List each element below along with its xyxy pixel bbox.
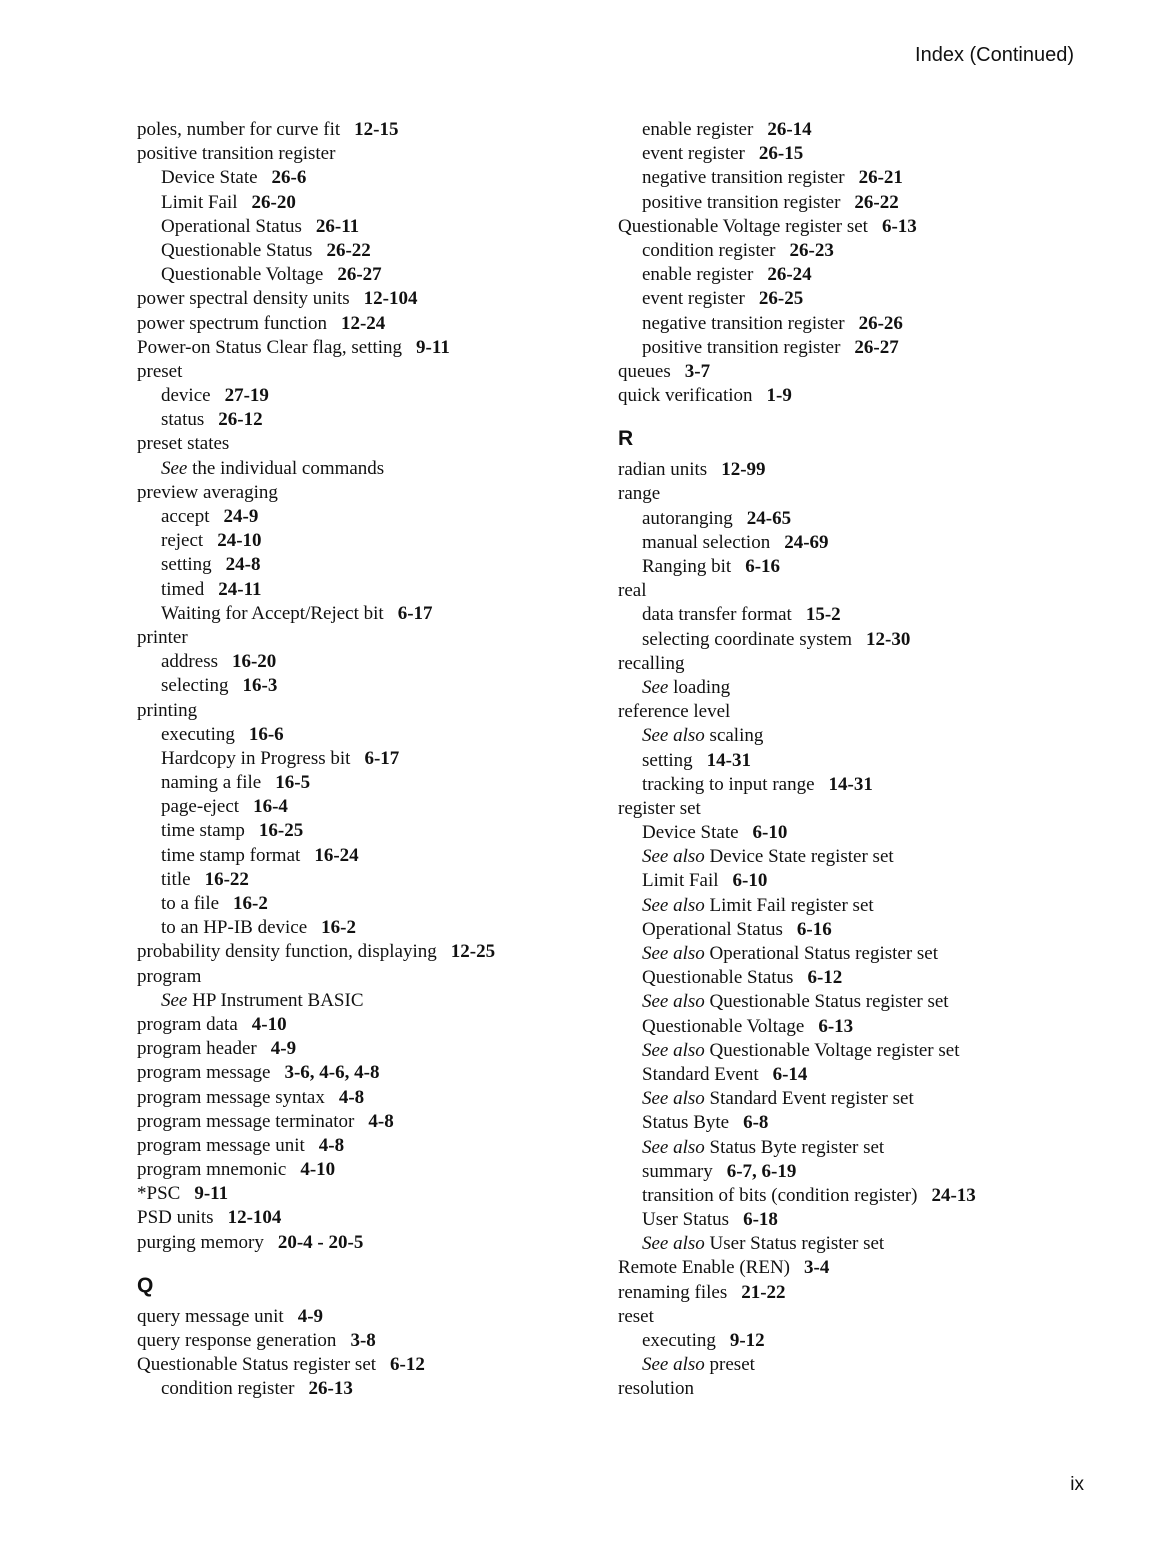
index-term: Status Byte: [642, 1112, 730, 1134]
page-reference: 16-20: [231, 651, 277, 673]
index-subentry: [618, 118, 1088, 142]
index-entry: [618, 1281, 1088, 1305]
running-head: Index (Continued): [915, 44, 1074, 66]
page-reference: 4-9: [297, 1305, 324, 1327]
index-subentry: [618, 166, 1088, 190]
index-subentry: [137, 795, 577, 819]
index-subentry: [618, 531, 1088, 555]
index-subentry: [618, 1087, 1088, 1111]
page-reference: 21-22: [741, 1281, 786, 1303]
index-term: poles, number for curve fit: [137, 119, 341, 140]
index-entry: [137, 1182, 577, 1206]
index-subentry: [137, 384, 577, 408]
index-term: transition of bits (condition register): [642, 1184, 918, 1206]
page-reference: 26-26: [858, 312, 903, 334]
see-reference-label: See also: [642, 943, 705, 964]
index-entry: [618, 1305, 1088, 1329]
index-term: loading: [673, 676, 731, 698]
page-reference: 3-8: [350, 1330, 376, 1351]
index-term: status: [161, 409, 205, 431]
index-entry: [137, 1206, 577, 1230]
index-entry: [137, 940, 577, 964]
page-reference: 3-4: [804, 1257, 830, 1279]
index-term: Operational Status register set: [709, 943, 939, 964]
see-reference-label: See also: [642, 1088, 705, 1110]
index-entry: [137, 1329, 577, 1353]
page-reference: 4-10: [300, 1159, 336, 1181]
index-subentry: [137, 505, 577, 529]
index-subentry: [137, 916, 577, 940]
page-reference: 6-12: [390, 1354, 425, 1376]
index-term: Standard Event register set: [709, 1088, 914, 1110]
index-term: program header: [137, 1038, 257, 1060]
index-term: Device State: [642, 822, 739, 844]
section-letter: Q: [137, 1273, 154, 1297]
index-term: program message: [137, 1062, 271, 1084]
index-term: recalling: [618, 652, 685, 674]
index-term: tracking to input range: [642, 773, 815, 795]
index-subentry: [137, 553, 577, 577]
index-term: executing: [642, 1330, 716, 1351]
index-term: quick verification: [618, 385, 753, 407]
index-term: Status Byte register set: [709, 1136, 885, 1158]
index-subentry: [618, 773, 1088, 797]
index-term: Questionable Status: [161, 239, 313, 261]
index-term: scaling: [709, 725, 764, 747]
page-reference: 6-10: [752, 822, 788, 844]
index-subentry: [618, 1160, 1088, 1184]
page-reference: 6-17: [397, 602, 433, 624]
see-reference-label: See: [642, 676, 669, 698]
index-term: reject: [161, 530, 204, 552]
page-reference: 16-6: [248, 723, 284, 745]
index-subentry: [137, 844, 577, 868]
index-subentry: [618, 1232, 1088, 1256]
page-reference: 26-11: [315, 215, 360, 237]
index-term: time stamp format: [161, 844, 301, 866]
page-reference: 24-11: [218, 578, 262, 600]
index-entry: [618, 482, 1088, 506]
index-term: HP Instrument BASIC: [192, 989, 364, 1011]
index-term: reference level: [618, 701, 731, 723]
section-letter: R: [618, 427, 634, 451]
page-reference: 20-4 - 20-5: [277, 1231, 364, 1253]
page-reference: 6-13: [881, 215, 917, 237]
index-subentry: [618, 1136, 1088, 1160]
index-term: Power-on Status Clear flag, setting: [137, 336, 403, 358]
index-subentry: [137, 650, 577, 674]
index-subentry: [618, 555, 1088, 579]
index-term: Questionable Voltage register set: [709, 1039, 960, 1061]
index-subentry: [137, 1377, 577, 1401]
index-term: queues: [618, 360, 671, 382]
index-term: event register: [642, 288, 745, 310]
index-subentry: [137, 457, 577, 481]
index-term: Standard Event: [642, 1063, 759, 1085]
index-term: purging memory: [137, 1231, 264, 1253]
page-reference: 14-31: [828, 773, 873, 795]
index-term: PSD units: [137, 1207, 214, 1229]
page-reference: 16-24: [314, 844, 359, 866]
index-subentry: [618, 966, 1088, 990]
page-reference: 24-10: [217, 530, 262, 552]
index-term: program mnemonic: [137, 1159, 287, 1181]
index-entry: [618, 215, 1088, 239]
page-reference: 4-8: [318, 1134, 345, 1156]
index-subentry: [137, 989, 577, 1013]
index-entry: [137, 965, 577, 989]
index-entry: [137, 432, 577, 456]
index-term: register set: [618, 797, 701, 819]
index-term: power spectrum function: [137, 312, 327, 334]
page-reference: 27-19: [224, 385, 269, 407]
index-term: renaming files: [618, 1281, 728, 1303]
index-column-left: [137, 118, 577, 1402]
index-subentry: [618, 1184, 1088, 1208]
index-term: summary: [642, 1160, 713, 1182]
index-subentry: [137, 868, 577, 892]
see-reference-label: See also: [642, 991, 705, 1013]
index-subentry: [618, 312, 1088, 336]
index-term: program message unit: [137, 1134, 305, 1156]
page-reference: 12-104: [227, 1207, 282, 1229]
page-reference: 26-13: [308, 1378, 353, 1400]
index-entry: [618, 360, 1088, 384]
page-reference: 26-21: [858, 167, 903, 189]
page-reference: 12-99: [721, 459, 766, 481]
index-subentry: [618, 1329, 1088, 1353]
index-entry: [618, 700, 1088, 724]
page-reference: 16-2: [321, 917, 356, 939]
page-reference: 4-8: [338, 1086, 365, 1108]
index-subentry: [618, 603, 1088, 627]
index-subentry: [618, 1353, 1088, 1377]
index-subentry: [618, 676, 1088, 700]
index-column-right: [618, 118, 1088, 1402]
index-term: preset: [137, 360, 183, 382]
page-reference: 26-20: [251, 191, 296, 213]
index-subentry: [137, 578, 577, 602]
page-reference: 9-11: [194, 1183, 229, 1205]
index-subentry: [618, 918, 1088, 942]
index-subentry: [618, 1039, 1088, 1063]
index-term: Questionable Status: [642, 967, 794, 989]
page-reference: 26-22: [326, 239, 371, 261]
page-reference: 6-16: [796, 918, 832, 940]
index-term: selecting: [161, 675, 229, 697]
see-reference-label: See also: [642, 1136, 705, 1158]
index-term: User Status register set: [709, 1233, 885, 1255]
index-term: Waiting for Accept/Reject bit: [161, 602, 384, 624]
page-reference: 26-23: [789, 239, 834, 261]
index-entry: [618, 1377, 1088, 1401]
index-term: Device State register set: [709, 846, 894, 868]
index-entry: [137, 1134, 577, 1158]
index-entry: [137, 699, 577, 723]
index-subentry: [618, 749, 1088, 773]
index-term: Hardcopy in Progress bit: [161, 747, 351, 769]
see-reference-label: See also: [642, 1354, 705, 1376]
page-reference: 26-15: [758, 143, 804, 165]
page-reference: 6-16: [745, 556, 781, 577]
index-term: event register: [642, 143, 745, 165]
index-term: preset states: [137, 433, 230, 455]
index-subentry: [137, 239, 577, 263]
index-entry: [137, 1037, 577, 1061]
index-term: address: [161, 651, 218, 673]
index-term: User Status: [642, 1209, 730, 1231]
index-term: title: [161, 868, 191, 890]
index-entry: [137, 1231, 577, 1255]
page-reference: 26-12: [218, 409, 263, 431]
page-reference: 24-8: [225, 554, 261, 576]
page-reference: 6-14: [772, 1063, 808, 1085]
index-term: real: [618, 580, 647, 602]
index-subentry: [618, 1111, 1088, 1135]
index-subentry: [137, 819, 577, 843]
index-term: program: [137, 965, 202, 987]
index-term: preview averaging: [137, 481, 278, 503]
page-reference: 26-27: [854, 336, 899, 358]
page-reference: 16-5: [275, 772, 311, 794]
page-reference: 4-8: [368, 1110, 394, 1132]
index-term: printing: [137, 699, 198, 721]
index-entry: [137, 336, 577, 360]
index-subentry: [618, 1015, 1088, 1039]
page-reference: 16-4: [253, 796, 288, 818]
page-reference: 26-14: [767, 119, 812, 140]
index-subentry: [137, 408, 577, 432]
index-subentry: [618, 628, 1088, 652]
index-term: setting: [642, 749, 693, 771]
index-term: to an HP-IB device: [161, 917, 308, 939]
index-term: time stamp: [161, 820, 245, 842]
index-subentry: [137, 191, 577, 215]
index-entry: [618, 1256, 1088, 1280]
index-subentry: [618, 1063, 1088, 1087]
index-term: condition register: [642, 239, 776, 261]
index-term: Operational Status: [642, 918, 783, 940]
index-entry: [137, 481, 577, 505]
page-reference: 12-24: [340, 312, 386, 334]
index-term: query message unit: [137, 1305, 284, 1327]
index-term: enable register: [642, 264, 754, 286]
index-subentry: [618, 821, 1088, 845]
index-term: printer: [137, 626, 188, 648]
page-reference: 1-9: [766, 385, 792, 407]
page-reference: 26-24: [767, 264, 812, 286]
index-term: Questionable Status register set: [709, 991, 949, 1013]
page-reference: 6-13: [818, 1015, 854, 1037]
index-term: reset: [618, 1305, 654, 1327]
index-subentry: [618, 507, 1088, 531]
page-reference: 12-15: [354, 119, 399, 140]
index-term: page-eject: [161, 796, 240, 818]
page-reference: 12-25: [450, 941, 496, 963]
index-term: naming a file: [161, 772, 262, 794]
index-subentry: [137, 747, 577, 771]
index-term: Operational Status: [161, 215, 302, 237]
index-term: Questionable Status register set: [137, 1354, 377, 1376]
index-subentry: [618, 287, 1088, 311]
index-entry: [137, 287, 577, 311]
index-subentry: [137, 771, 577, 795]
index-subentry: [137, 674, 577, 698]
index-entry: [618, 384, 1088, 408]
index-term: Ranging bit: [642, 556, 732, 577]
index-entry: [137, 312, 577, 336]
page-reference: 9-11: [416, 336, 450, 358]
index-term: manual selection: [642, 531, 771, 553]
index-term: program message syntax: [137, 1086, 325, 1108]
index-subentry: [137, 263, 577, 287]
page-reference: 9-12: [729, 1330, 765, 1351]
index-entry: [618, 458, 1088, 482]
index-subentry: [618, 336, 1088, 360]
index-entry: [137, 1061, 577, 1085]
index-term: accept: [161, 506, 210, 527]
index-term: enable register: [642, 119, 754, 140]
index-term: Device State: [161, 167, 258, 189]
index-entry: [137, 360, 577, 384]
page-reference: 26-22: [854, 191, 899, 213]
index-entry: [137, 1353, 577, 1377]
index-entry: [618, 579, 1088, 603]
page-reference: 6-7, 6-19: [726, 1160, 797, 1182]
index-term: query response generation: [137, 1330, 337, 1351]
index-subentry: [618, 239, 1088, 263]
page-number: ix: [1070, 1474, 1084, 1495]
index-subentry: [618, 191, 1088, 215]
page-reference: 4-9: [270, 1038, 297, 1060]
index-entry: [137, 1086, 577, 1110]
index-entry: [137, 1158, 577, 1182]
index-entry: [137, 1110, 577, 1134]
index-entry: [137, 142, 577, 166]
index-term: radian units: [618, 459, 708, 481]
page-reference: 12-104: [363, 288, 418, 310]
index-subentry: [137, 529, 577, 553]
index-entry: [137, 1013, 577, 1037]
see-reference-label: See: [161, 989, 188, 1011]
page-reference: 24-65: [746, 507, 792, 529]
index-term: Limit Fail register set: [709, 894, 874, 916]
index-subentry: [618, 1208, 1088, 1232]
page-reference: 24-9: [223, 506, 259, 527]
index-term: preset: [709, 1354, 755, 1376]
page-reference: 3-6, 4-6, 4-8: [284, 1062, 380, 1084]
index-subentry: [618, 845, 1088, 869]
page-reference: 6-10: [732, 870, 768, 892]
index-subentry: [137, 215, 577, 239]
index-subentry: [137, 723, 577, 747]
index-term: *PSC: [137, 1183, 181, 1205]
index-subentry: [618, 942, 1088, 966]
page-reference: 16-3: [242, 675, 278, 697]
see-reference-label: See also: [642, 846, 705, 868]
page-reference: 4-10: [251, 1013, 287, 1035]
index-subentry: [137, 602, 577, 626]
index-term: positive transition register: [642, 336, 841, 358]
index-term: Limit Fail: [642, 870, 719, 892]
index-subentry: [618, 724, 1088, 748]
page-reference: 16-2: [233, 893, 268, 914]
page-reference: 24-13: [931, 1184, 976, 1206]
see-reference-label: See also: [642, 725, 705, 747]
index-term: setting: [161, 554, 212, 576]
index-subentry: [618, 894, 1088, 918]
index-term: device: [161, 385, 211, 407]
index-term: program message terminator: [137, 1110, 355, 1132]
index-entry: [137, 626, 577, 650]
page-reference: 6-8: [743, 1112, 769, 1134]
index-entry: [137, 118, 577, 142]
page-reference: 6-17: [364, 747, 400, 769]
page-reference: 24-69: [784, 531, 829, 553]
index-term: data transfer format: [642, 604, 792, 626]
page-reference: 26-6: [271, 167, 307, 189]
index-entry: [137, 1305, 577, 1329]
index-term: the individual commands: [192, 457, 385, 479]
index-entry: [618, 797, 1088, 821]
page-reference: 16-22: [204, 868, 249, 890]
see-reference-label: See also: [642, 894, 705, 916]
page-reference: 6-18: [743, 1209, 778, 1231]
page-reference: 26-25: [758, 288, 804, 310]
page-reference: 3-7: [684, 360, 711, 382]
index-subentry: [618, 263, 1088, 287]
index-term: Limit Fail: [161, 191, 238, 213]
index-term: Questionable Voltage: [161, 264, 324, 286]
page-reference: 12-30: [866, 628, 911, 650]
index-term: Questionable Voltage: [642, 1015, 805, 1037]
index-term: positive transition register: [137, 143, 336, 165]
index-entry: [618, 652, 1088, 676]
index-term: power spectral density units: [137, 288, 350, 310]
see-reference-label: See: [161, 457, 188, 479]
index-term: to a file: [161, 893, 220, 914]
index-term: selecting coordinate system: [642, 628, 852, 650]
index-subentry: [137, 892, 577, 916]
index-term: Questionable Voltage register set: [618, 215, 868, 237]
page-reference: 26-27: [337, 264, 382, 286]
index-term: executing: [161, 723, 235, 745]
index-term: negative transition register: [642, 312, 845, 334]
index-term: positive transition register: [642, 191, 841, 213]
index-subentry: [618, 990, 1088, 1014]
index-term: resolution: [618, 1378, 694, 1400]
page-reference: 16-25: [258, 820, 304, 842]
index-term: condition register: [161, 1378, 295, 1400]
page-reference: 14-31: [706, 749, 751, 771]
index-term: autoranging: [642, 507, 733, 529]
index-term: range: [618, 483, 661, 505]
index-subentry: [618, 142, 1088, 166]
index-subentry: [137, 166, 577, 190]
index-subentry: [618, 869, 1088, 893]
index-term: Remote Enable (REN): [618, 1257, 791, 1279]
see-reference-label: See also: [642, 1233, 705, 1255]
index-term: timed: [161, 578, 205, 600]
index-term: probability density function, displaying: [137, 941, 437, 963]
index-term: negative transition register: [642, 167, 845, 189]
see-reference-label: See also: [642, 1039, 705, 1061]
page-reference: 6-12: [807, 967, 843, 989]
page-reference: 15-2: [805, 604, 841, 626]
index-term: program data: [137, 1013, 238, 1035]
